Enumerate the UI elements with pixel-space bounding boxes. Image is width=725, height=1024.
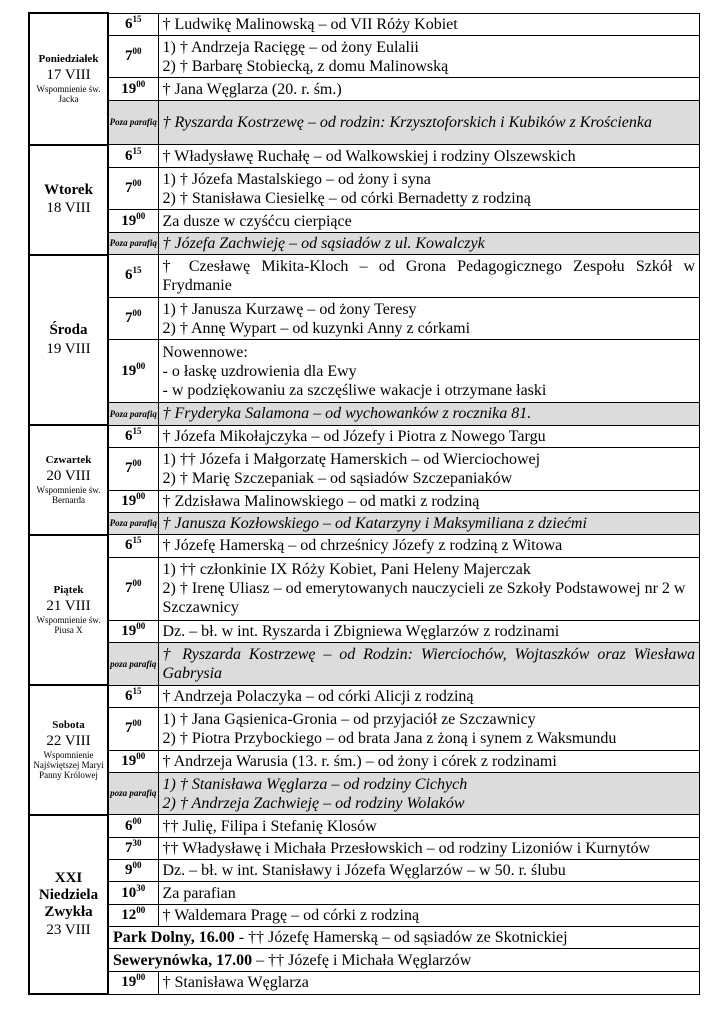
mass-intention bbox=[158, 340, 700, 403]
mass-hour: 7 bbox=[125, 310, 133, 327]
intention-line: 1) †† Józefa i Małgorzatę Hamerskich – od Wierciochowej bbox=[162, 450, 541, 468]
mass-minutes: 00 bbox=[136, 904, 146, 915]
chapel-mass-row bbox=[29, 949, 700, 971]
mass-time bbox=[108, 167, 158, 210]
mass-time bbox=[108, 860, 158, 882]
mass-time bbox=[108, 620, 158, 642]
day-name: Środa bbox=[49, 322, 88, 339]
mass-time bbox=[108, 13, 158, 35]
intention-line: † Jana Węglarza (20. r. śm.) bbox=[162, 80, 342, 98]
mass-row bbox=[29, 557, 700, 620]
mass-minutes: 00 bbox=[136, 620, 146, 631]
mass-intention bbox=[158, 882, 700, 904]
mass-minutes: 30 bbox=[136, 882, 146, 893]
mass-hour: 19 bbox=[121, 212, 137, 229]
outside-parish-row bbox=[29, 512, 700, 534]
mass-row bbox=[29, 35, 700, 78]
outside-parish-intention bbox=[158, 100, 700, 145]
mass-intention bbox=[158, 971, 700, 994]
mass-time bbox=[108, 447, 158, 490]
chapel-intention: †† Józefę i Michała Węglarzów bbox=[268, 951, 472, 969]
mass-hour: 7 bbox=[125, 48, 133, 65]
outside-parish-intention bbox=[158, 232, 700, 254]
outside-parish-row bbox=[29, 100, 700, 145]
mass-intention bbox=[158, 78, 700, 100]
mass-hour: 19 bbox=[121, 752, 137, 769]
intention-line: † Władysławę Ruchałę – od Walkowskiej i rodziny Olszewskich bbox=[162, 147, 576, 165]
outside-parish-text: poza parafią bbox=[110, 788, 157, 799]
mass-time bbox=[108, 35, 158, 78]
mass-minutes: 00 bbox=[136, 210, 146, 221]
mass-row bbox=[29, 145, 700, 167]
day-cell bbox=[29, 685, 108, 815]
mass-minutes: 00 bbox=[132, 178, 142, 189]
intention-line: 1) † Jana Gąsienica-Gronia – od przyjaciół ze Szczawnicy bbox=[162, 710, 536, 728]
chapel-mass bbox=[108, 949, 700, 971]
day-date: 22 VIII bbox=[46, 732, 91, 749]
mass-row bbox=[29, 210, 700, 232]
mass-minutes: 15 bbox=[132, 13, 142, 24]
mass-time bbox=[108, 425, 158, 447]
mass-hour: 19 bbox=[121, 492, 137, 509]
mass-row bbox=[29, 447, 700, 490]
intention-line: 2) † Annę Wypart – od kuzynki Anny z córkami bbox=[162, 319, 471, 337]
mass-time bbox=[108, 535, 158, 557]
mass-hour: 6 bbox=[125, 817, 133, 834]
intention-line: † Ludwikę Malinowską – od VII Róży Kobiet bbox=[162, 15, 458, 33]
mass-row bbox=[29, 425, 700, 447]
mass-row bbox=[29, 882, 700, 904]
day-date: 23 VIII bbox=[46, 922, 91, 939]
intention-line: † Zdzisława Malinowskiego – od matki z rodziną bbox=[162, 492, 480, 510]
intention-line: 2) † Marię Szczepaniak – od sąsiadów Szczepaniaków bbox=[162, 469, 513, 487]
mass-minutes: 15 bbox=[132, 685, 142, 696]
schedule-body bbox=[29, 13, 700, 994]
mass-time bbox=[108, 904, 158, 926]
mass-minutes: 30 bbox=[132, 837, 142, 848]
mass-intention bbox=[158, 535, 700, 557]
mass-time bbox=[108, 685, 158, 707]
mass-intention bbox=[158, 860, 700, 882]
mass-intention bbox=[158, 815, 700, 837]
mass-hour: 9 bbox=[125, 862, 133, 879]
mass-time bbox=[108, 750, 158, 772]
day-name: Piątek bbox=[53, 584, 84, 597]
outside-parish-intention bbox=[158, 512, 700, 534]
chapel-place: Park Dolny, 16.00 bbox=[113, 929, 235, 947]
day-feast-note: Wspomnienie św. Piusa X bbox=[36, 614, 101, 636]
outside-parish-row bbox=[29, 403, 700, 425]
day-cell bbox=[29, 815, 108, 994]
mass-hour: 6 bbox=[125, 687, 133, 704]
mass-hour: 10 bbox=[121, 884, 137, 901]
day-date: 18 VIII bbox=[46, 200, 91, 217]
mass-row bbox=[29, 78, 700, 100]
mass-minutes: 00 bbox=[132, 46, 142, 57]
outside-parish-label bbox=[108, 642, 158, 685]
intention-line: † Ryszarda Kostrzewę – od Rodzin: Wierciochów, Wojtaszków oraz Wiesława Gabrysia bbox=[162, 645, 695, 682]
mass-intention bbox=[158, 167, 700, 210]
mass-intention bbox=[158, 13, 700, 35]
day-cell bbox=[29, 535, 108, 685]
chapel-sep: – bbox=[252, 951, 269, 969]
mass-hour: 7 bbox=[125, 580, 133, 597]
intention-line: - w podziękowaniu za szczęśliwe wakacje i otrzymane łaski bbox=[162, 381, 547, 399]
mass-hour: 12 bbox=[121, 906, 137, 923]
day-date: 19 VIII bbox=[46, 340, 91, 357]
sunday-name-line: Zwykła bbox=[44, 904, 93, 921]
mass-row bbox=[29, 535, 700, 557]
day-name: Poniedziałek bbox=[38, 53, 99, 66]
mass-hour: 7 bbox=[125, 839, 133, 856]
mass-row bbox=[29, 297, 700, 340]
outside-parish-text: Poza parafią bbox=[109, 518, 157, 529]
outside-parish-intention bbox=[158, 403, 700, 425]
intention-line: † Andrzeja Polaczyka – od córki Alicji z rodziną bbox=[162, 687, 474, 705]
chapel-mass-row bbox=[29, 927, 700, 949]
mass-hour: 6 bbox=[125, 15, 133, 32]
mass-intention bbox=[158, 145, 700, 167]
mass-minutes: 00 bbox=[132, 815, 142, 826]
day-cell bbox=[29, 255, 108, 426]
intention-line: 2) † Stanisława Ciesielkę – od córki Bernadetty z rodziną bbox=[162, 189, 531, 207]
mass-minutes: 00 bbox=[136, 490, 146, 501]
intention-line: 1) † Janusza Kurzawę – od żony Teresy bbox=[162, 300, 417, 318]
mass-minutes: 15 bbox=[132, 535, 142, 546]
mass-minutes: 00 bbox=[132, 458, 142, 469]
mass-minutes: 00 bbox=[132, 578, 142, 589]
outside-parish-row bbox=[29, 642, 700, 685]
mass-row bbox=[29, 837, 700, 859]
mass-minutes: 15 bbox=[132, 145, 142, 156]
mass-intention bbox=[158, 620, 700, 642]
mass-intention bbox=[158, 707, 700, 750]
outside-parish-intention bbox=[158, 642, 700, 685]
chapel-intention: †† Józefę Hamerską – od sąsiadów ze Skotnickiej bbox=[248, 929, 568, 947]
intention-line: 1) † Józefa Mastalskiego – od żony i syna bbox=[162, 170, 431, 188]
outside-parish-label bbox=[108, 512, 158, 534]
intention-line: † Czesławę Mikita-Kloch – od Grona Pedagogicznego Zespołu Szkół w Frydmanie bbox=[162, 257, 695, 294]
outside-parish-intention bbox=[158, 772, 700, 815]
day-date: 21 VIII bbox=[46, 597, 91, 614]
mass-intention bbox=[158, 447, 700, 490]
day-name: Wtorek bbox=[44, 182, 93, 199]
intention-line: 2) † Andrzeja Zachwieję – od rodziny Wolaków bbox=[162, 794, 465, 812]
intention-line: Za parafian bbox=[162, 884, 236, 902]
intention-line: † Józefę Hamerską – od chrześnicy Józefy z rodziną z Witowa bbox=[162, 537, 563, 555]
intention-line: Za dusze w czyśćcu cierpiące bbox=[162, 212, 352, 230]
mass-hour: 19 bbox=[121, 80, 137, 97]
mass-intention bbox=[158, 210, 700, 232]
outside-parish-row bbox=[29, 232, 700, 254]
intention-line: † Józefa Zachwieję – od sąsiadów z ul. Kowalczyk bbox=[162, 234, 485, 252]
mass-intention bbox=[158, 255, 700, 298]
intention-line: 1) † Andrzeja Racięgę – od żony Eulalii bbox=[162, 38, 419, 56]
mass-intentions-table bbox=[28, 12, 700, 995]
outside-parish-row bbox=[29, 772, 700, 815]
mass-time bbox=[108, 145, 158, 167]
mass-time bbox=[108, 490, 158, 512]
mass-minutes: 15 bbox=[132, 265, 142, 276]
outside-parish-text: Poza parafią bbox=[109, 408, 157, 419]
intention-line: † Stanisława Węglarza bbox=[162, 974, 309, 992]
intention-line: † Józefa Mikołajczyka – od Józefy i Piotra z Nowego Targu bbox=[162, 427, 546, 445]
mass-row bbox=[29, 971, 700, 994]
chapel-place: Sewerynówka, 17.00 bbox=[113, 951, 253, 969]
mass-hour: 7 bbox=[125, 720, 133, 737]
mass-time bbox=[108, 210, 158, 232]
mass-time bbox=[108, 78, 158, 100]
sunday-name-line: Niedziela bbox=[38, 886, 99, 903]
mass-time bbox=[108, 557, 158, 620]
intention-line: 2) † Barbarę Stobiecką, z domu Malinowską bbox=[162, 57, 449, 75]
mass-minutes: 00 bbox=[136, 360, 146, 371]
chapel-mass bbox=[108, 927, 700, 949]
mass-time bbox=[108, 882, 158, 904]
mass-intention bbox=[158, 35, 700, 78]
mass-time bbox=[108, 707, 158, 750]
mass-hour: 6 bbox=[125, 267, 133, 284]
intention-line: - o łaskę uzdrowienia dla Ewy bbox=[162, 362, 357, 380]
mass-minutes: 00 bbox=[132, 718, 142, 729]
mass-hour: 6 bbox=[125, 147, 133, 164]
mass-intention bbox=[158, 685, 700, 707]
intention-line: Dz. – bł. w int. Ryszarda i Zbigniewa Węglarzów z rodzinami bbox=[162, 622, 560, 640]
mass-hour: 7 bbox=[125, 460, 133, 477]
mass-hour: 6 bbox=[125, 427, 133, 444]
intention-line: 2) † Irenę Uliasz – od emerytowanych nauczycieli ze Szkoły Podstawowej nr 2 w Szczawnicy bbox=[162, 580, 686, 617]
mass-hour: 19 bbox=[121, 622, 137, 639]
day-name: Sobota bbox=[52, 719, 85, 732]
sunday-name-line: XXI bbox=[54, 869, 83, 886]
mass-minutes: 00 bbox=[132, 860, 142, 871]
outside-parish-label bbox=[108, 772, 158, 815]
mass-time bbox=[108, 255, 158, 298]
chapel-sep: - bbox=[234, 929, 249, 947]
outside-parish-label bbox=[108, 403, 158, 425]
intention-line: † Andrzeja Warusia (13. r. śm.) – od żony i córek z rodzinami bbox=[162, 752, 557, 770]
mass-row bbox=[29, 815, 700, 837]
outside-parish-label bbox=[108, 100, 158, 145]
mass-intention bbox=[158, 837, 700, 859]
intention-line: 1) †† członkinie IX Róży Kobiet, Pani Heleny Majerczak bbox=[162, 561, 531, 579]
mass-minutes: 00 bbox=[136, 750, 146, 761]
mass-time bbox=[108, 837, 158, 859]
mass-hour: 19 bbox=[121, 362, 137, 379]
mass-row bbox=[29, 620, 700, 642]
mass-intention bbox=[158, 904, 700, 926]
mass-intention bbox=[158, 297, 700, 340]
outside-parish-text: poza parafią bbox=[110, 658, 157, 669]
outside-parish-label bbox=[108, 232, 158, 254]
mass-row bbox=[29, 904, 700, 926]
day-feast-note: Wspomnienie św. Jacka bbox=[36, 83, 101, 105]
mass-hour: 19 bbox=[121, 974, 137, 991]
day-date: 20 VIII bbox=[46, 467, 91, 484]
day-date: 17 VIII bbox=[46, 66, 91, 83]
mass-intention bbox=[158, 557, 700, 620]
day-cell bbox=[29, 13, 108, 145]
mass-time bbox=[108, 297, 158, 340]
intention-line: 1) † Stanisława Węglarza – od rodziny Cichych bbox=[162, 775, 468, 793]
intention-line: † Waldemara Pragę – od córki z rodziną bbox=[162, 906, 420, 924]
day-cell bbox=[29, 425, 108, 535]
day-cell bbox=[29, 145, 108, 255]
mass-minutes: 00 bbox=[136, 78, 146, 89]
intention-line: Nowennowe: bbox=[162, 343, 248, 361]
outside-parish-text: Poza parafią bbox=[109, 238, 157, 249]
mass-row bbox=[29, 167, 700, 210]
mass-row bbox=[29, 707, 700, 750]
mass-hour: 7 bbox=[125, 180, 133, 197]
mass-intention bbox=[158, 750, 700, 772]
outside-parish-text: Poza parafią bbox=[109, 117, 157, 128]
mass-time bbox=[108, 815, 158, 837]
mass-intention bbox=[158, 425, 700, 447]
mass-minutes: 00 bbox=[132, 308, 142, 319]
mass-time bbox=[108, 340, 158, 403]
mass-row bbox=[29, 340, 700, 403]
mass-row bbox=[29, 13, 700, 35]
intention-line: † Fryderyka Salamona – od wychowanków z rocznika 81. bbox=[162, 405, 532, 423]
mass-intention bbox=[158, 490, 700, 512]
day-feast-note: Wspomnienie św. Bernarda bbox=[36, 484, 101, 506]
day-name: Czwartek bbox=[45, 454, 92, 467]
mass-row bbox=[29, 490, 700, 512]
day-feast-note: Wspomnienie Najświętszej Maryi Panny Królowej bbox=[33, 749, 104, 781]
mass-row bbox=[29, 750, 700, 772]
mass-time bbox=[108, 971, 158, 994]
intention-line: †† Julię, Filipa i Stefanię Klosów bbox=[162, 817, 377, 835]
mass-row bbox=[29, 255, 700, 298]
mass-row bbox=[29, 685, 700, 707]
intention-line: 2) † Piotra Przybockiego – od brata Jana z żoną i synem z Waksmundu bbox=[162, 729, 617, 747]
intention-line: † Ryszarda Kostrzewę – od rodzin: Krzysztoforskich i Kubików z Krościenka bbox=[162, 114, 652, 132]
intention-line: Dz. – bł. w int. Stanisławy i Józefa Węglarzów – w 50. r. ślubu bbox=[162, 862, 566, 880]
mass-minutes: 00 bbox=[136, 972, 146, 983]
mass-minutes: 15 bbox=[132, 425, 142, 436]
mass-row bbox=[29, 860, 700, 882]
intention-line: † Janusza Kozłowskiego – od Katarzyny i Maksymiliana z dziećmi bbox=[162, 515, 587, 533]
intention-line: †† Władysławę i Michała Przesłowskich – od rodziny Lizoniów i Kurnytów bbox=[162, 839, 651, 857]
mass-hour: 6 bbox=[125, 537, 133, 554]
